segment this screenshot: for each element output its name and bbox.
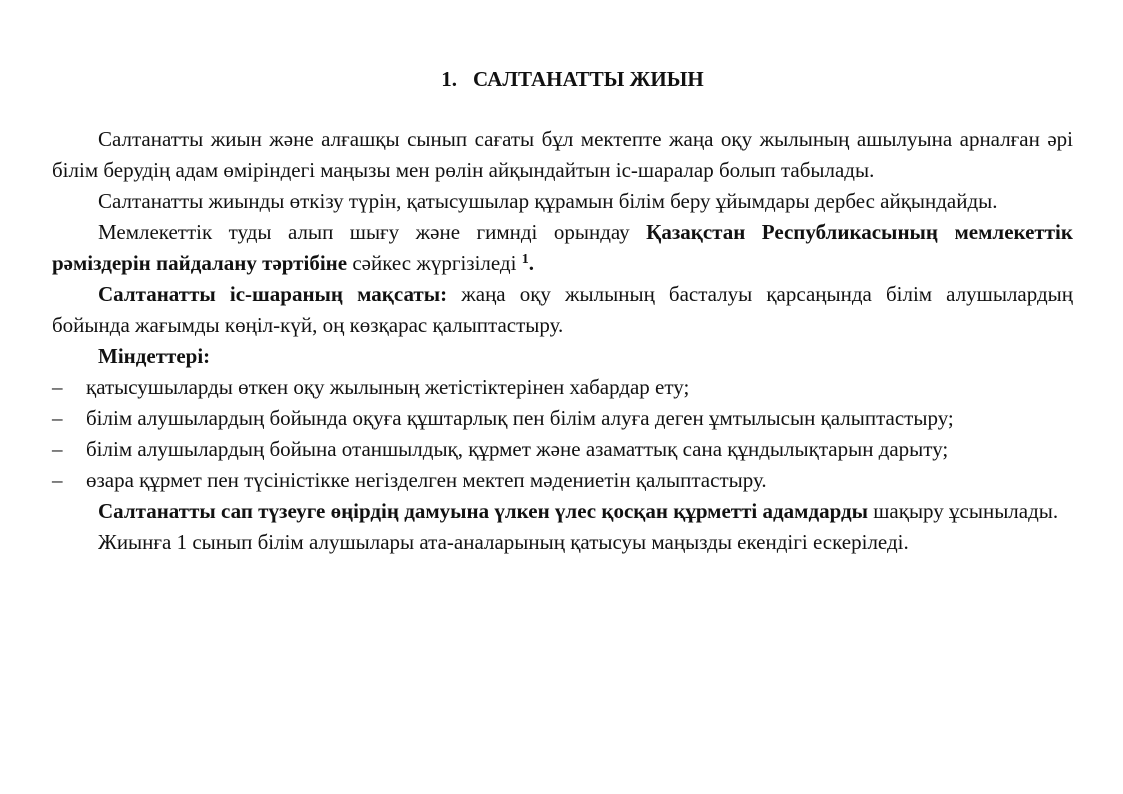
footnote-marker: 1 bbox=[521, 252, 529, 267]
list-item bbox=[52, 465, 1073, 496]
list-item bbox=[52, 403, 1073, 434]
goal-text: жаңа оқу жылының басталуы қарсаңында білім алушылардың бойында жағымды көңіл-күй, оң көзқарас қалыптастыру. bbox=[52, 282, 1074, 337]
section-title-text: САЛТАНАТТЫ ЖИЫН bbox=[473, 67, 704, 91]
list-item-text: білім алушылардың бойында оқуға құштарлық пен білім алуға деген ұмтылысын қалыптастыру; bbox=[86, 406, 954, 430]
paragraph-format: Салтанатты жиынды өткізу түрін, қатысушылар құрамын білім беру ұйымдары дербес айқындайды. bbox=[98, 189, 998, 213]
section-title bbox=[52, 64, 1073, 95]
tasks-heading-text: Міндеттері: bbox=[98, 344, 211, 368]
list-item bbox=[52, 372, 1073, 403]
list-marker: – bbox=[52, 468, 63, 492]
tasks-list bbox=[52, 372, 1073, 496]
paragraph-symbols-end: . bbox=[528, 251, 534, 275]
paragraph-parents: Жиынға 1 сынып білім алушылары ата-аналарының қатысуы маңызды екендігі ескеріледі. bbox=[98, 530, 909, 554]
list-marker: – bbox=[52, 375, 63, 399]
invite-bold-text: Салтанатты сап түзеуге өңірдің дамуына үлкен үлес қосқан құрметті адамдарды bbox=[98, 499, 868, 523]
section-number: 1. bbox=[441, 67, 458, 91]
list-item-text: білім алушылардың бойына отаншылдық, құрмет және азаматтық сана құндылықтарын дарыту; bbox=[86, 437, 949, 461]
document-page bbox=[52, 64, 1073, 558]
paragraph-goal bbox=[52, 279, 1073, 341]
invite-plain-text: шақыру ұсынылады. bbox=[868, 499, 1059, 523]
goal-label: Салтанатты іс-шараның мақсаты: bbox=[98, 282, 448, 306]
list-item bbox=[52, 434, 1073, 465]
list-item-text: қатысушыларды өткен оқу жылының жетістіктерінен хабардар ету; bbox=[86, 375, 690, 399]
paragraph-symbols bbox=[52, 217, 1073, 279]
paragraph-symbols-tail: сәйкес жүргізіледі bbox=[347, 251, 522, 275]
paragraph-invite bbox=[52, 496, 1073, 527]
paragraph-intro: Салтанатты жиын және алғашқы сынып сағаты бұл мектепте жаңа оқу жылының ашылуына арналған әрі білім берудің адам өміріндегі маңызы мен рөлін айқындайтын іс-шаралар болып табылады. bbox=[52, 127, 1073, 182]
list-item-text: өзара құрмет пен түсіністікке негізделген мектеп мәдениетін қалыптастыру. bbox=[86, 468, 767, 492]
list-marker: – bbox=[52, 437, 63, 461]
tasks-heading bbox=[52, 341, 1073, 372]
paragraph-symbols-text: Мемлекеттік туды алып шығу және гимнді орындау bbox=[98, 220, 647, 244]
list-marker: – bbox=[52, 406, 63, 430]
symbols-rules-reference: Қазақстан Республикасының мемлекеттік рәміздерін пайдалану тәртібіне bbox=[52, 220, 1073, 275]
